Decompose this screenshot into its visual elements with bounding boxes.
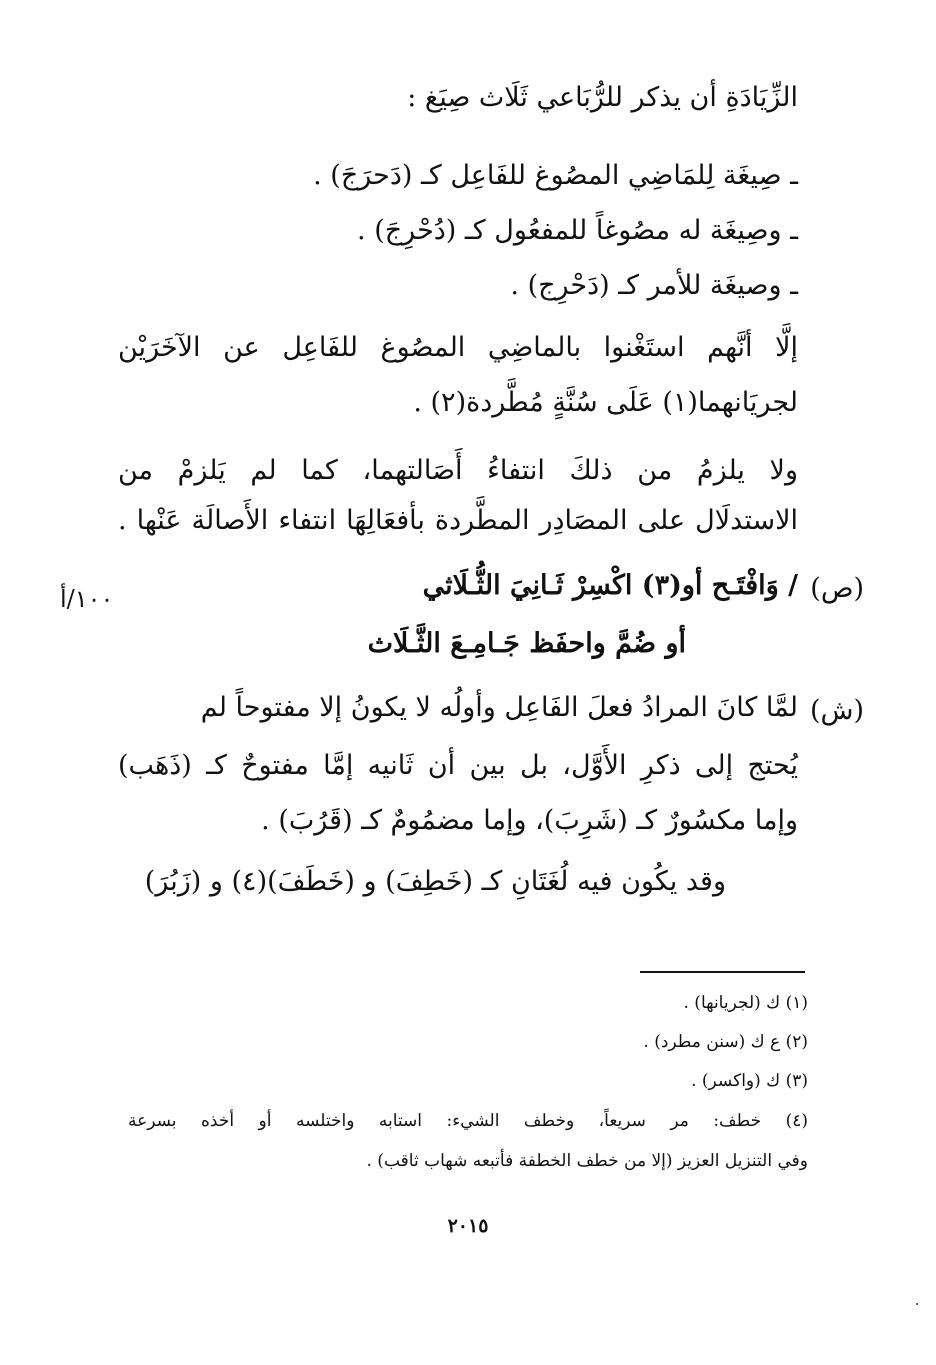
verse-line: / وَافْتَـح أو(٣) اكْسِرْ ثَـانِيَ الثُّـلَاثي bbox=[422, 570, 798, 601]
footnote-separator bbox=[640, 971, 805, 973]
verse-line: أو ضُمَّ واحفَظ جَـامِـعَ الثَّـلَاث bbox=[367, 628, 686, 659]
text-line: الزِّيَادَةِ أن يذكر للرُّبَاعي ثَلَاث صِيَغ : bbox=[407, 82, 798, 113]
footnote: (٢) ع ك (سنن مطرد) . bbox=[643, 1032, 808, 1052]
text-line: الاستدلَال على المصَادِر المطَّردة بأفعَالِهَا انتفاء الأَصالَة عَنْها . bbox=[118, 505, 798, 536]
list-item: ـ وصِيغَة له مصُوغاً للمفعُول كـ (دُحْرِجَ) . bbox=[357, 215, 798, 246]
folio-marker: ١٠٠/أ bbox=[60, 585, 114, 613]
list-item: ـ صِيغَة لِلمَاضِي المصُوغ للفَاعِل كـ (دَحرَجَ) . bbox=[313, 160, 798, 191]
text-line: إلَّا أنَّهم استَغْنوا بالماضِي المصُوغ للفَاعِل عن الآخَرَيْن bbox=[118, 332, 798, 363]
text-line: يُحتج إلى ذكرِ الأَوَّل، بل بين أن ثَانيه إمَّا مفتوحٌ كـ (ذَهَب) bbox=[118, 750, 798, 781]
scan-speck bbox=[916, 1303, 918, 1305]
footnote: (٤) خطف: مر سريعاً، وخطف الشيء: استابه واختلسه أو أخذه بسرعة bbox=[128, 1111, 808, 1131]
text-line: وإما مكسُورٌ كـ (شَرِبَ)، وإما مضمُومٌ كـ (قَرُبَ) . bbox=[261, 805, 798, 836]
list-item: ـ وصيغَة للأمر كـ (دَحْرِج) . bbox=[510, 270, 798, 301]
text-line: وقد يكُون فيه لُغَتَانِ كـ (خَطِفَ) و (خَطَفَ)(٤) و (زَبُرَ) bbox=[144, 866, 726, 897]
footnote: (١) ك (لجريانها) . bbox=[683, 993, 808, 1013]
footnote: (٣) ك (واكسر) . bbox=[691, 1071, 808, 1091]
footnote: وفي التنزيل العزيز (إلا من خطف الخطفة فأتبعه شهاب ثاقب) . bbox=[366, 1151, 808, 1171]
text-line: ولا يلزمُ من ذلكَ انتفاءُ أَصَالتهما، كما لم يَلزمْ من bbox=[118, 455, 798, 486]
text-line: لجريَانهما(١) عَلَى سُنَّةٍ مُطَّردة(٢) . bbox=[413, 387, 798, 418]
verse-marker: (ص) bbox=[810, 573, 864, 604]
text-line: لمَّا كانَ المرادُ فعلَ الفَاعِل وأولُه لا يكونُ إلا مفتوحاً لم bbox=[200, 692, 798, 723]
sharh-marker: (ش) bbox=[809, 695, 864, 726]
page-number: ٢٠١٥ bbox=[447, 1215, 489, 1237]
